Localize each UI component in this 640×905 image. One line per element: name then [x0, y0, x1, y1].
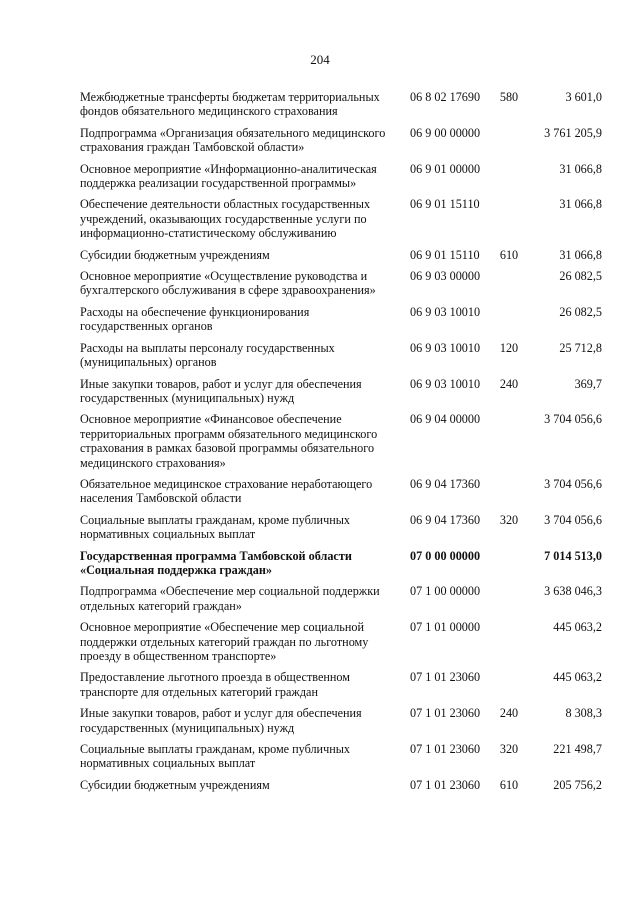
- row-amount: 3 704 056,6: [544, 412, 602, 427]
- row-name: Обязательное медицинское страхование неработающего населения Тамбовской области: [80, 476, 373, 506]
- row-amount: 445 063,2: [553, 670, 602, 685]
- table-row: [0, 269, 640, 298]
- row-name: Основное мероприятие «Информационно-аналитическая поддержка реализации государственной программы»: [80, 161, 377, 191]
- row-name: Основное мероприятие «Обеспечение мер социальной поддержки отдельных категорий граждан по льготному проезду в общественном транспорте»: [80, 620, 369, 663]
- row-code: 06 9 03 10010: [410, 304, 481, 319]
- row-amount: 3 601,0: [565, 90, 602, 104]
- row-name: Иные закупки товаров, работ и услуг для обеспечения государственных (муниципальных) нужд: [80, 376, 362, 405]
- row-amount: 3 638 046,3: [544, 584, 602, 599]
- row-code: 07 1 01 00000: [410, 620, 481, 635]
- row-amount: 445 063,2: [553, 620, 602, 635]
- row-expense-type: 120: [499, 340, 519, 355]
- row-code: 06 8 02 17690: [410, 90, 481, 104]
- row-name: Основное мероприятие «Финансовое обеспечение территориальных программ обязательного медицинского страхования в рамках базовой программы обязательного медицинского страхования»: [80, 412, 378, 470]
- row-code: 07 1 01 23060: [410, 777, 481, 792]
- row-code: 06 9 03 10010: [410, 376, 481, 391]
- table-row: [0, 778, 640, 792]
- row-amount: 3 761 205,9: [544, 125, 602, 140]
- row-code: 06 9 01 15110: [410, 247, 480, 262]
- row-amount: 7 014 513,0: [544, 548, 602, 563]
- row-name: Подпрограмма «Обеспечение мер социальной поддержки отдельных категорий граждан»: [80, 584, 380, 613]
- page-number: 204: [310, 52, 330, 67]
- row-code: 06 9 03 00000: [410, 269, 481, 284]
- table-row: [0, 620, 640, 663]
- table-row: [0, 549, 640, 578]
- row-amount: 3 704 056,6: [544, 512, 602, 527]
- row-expense-type: 580: [499, 90, 519, 104]
- row-amount: 221 498,7: [553, 742, 602, 757]
- row-code: 06 9 01 00000: [410, 161, 481, 176]
- table-row: [0, 126, 640, 155]
- table-row: [0, 584, 640, 613]
- table-row: [0, 412, 640, 470]
- table-row: [0, 305, 640, 334]
- row-code: 06 9 04 00000: [410, 412, 481, 427]
- row-name: Обеспечение деятельности областных государственных учреждений, оказывающих государственные услуги по информационно-статистическому обслуживанию: [80, 197, 371, 241]
- row-expense-type: 320: [499, 742, 519, 757]
- row-amount: 26 082,5: [559, 269, 602, 284]
- row-amount: 25 712,8: [559, 340, 602, 355]
- row-code: 07 1 01 23060: [410, 670, 481, 685]
- row-expense-type: 610: [499, 777, 519, 792]
- table-row: [0, 341, 640, 370]
- row-code: 07 1 00 00000: [410, 584, 481, 599]
- row-name: Субсидии бюджетным учреждениям: [80, 247, 270, 262]
- row-code: 06 9 04 17360: [410, 512, 481, 527]
- row-name: Социальные выплаты гражданам, кроме публичных нормативных социальных выплат: [80, 512, 350, 542]
- row-name: Социальные выплаты гражданам, кроме публичных нормативных социальных выплат: [80, 742, 350, 771]
- table-row: [0, 670, 640, 699]
- row-amount: 26 082,5: [559, 304, 602, 319]
- row-name: Государственная программа Тамбовской области «Социальная поддержка граждан»: [80, 548, 352, 577]
- row-name: Основное мероприятие «Осуществление руководства и бухгалтерского обслуживания в сфере здравоохранения»: [80, 269, 376, 298]
- row-amount: 205 756,2: [553, 777, 602, 792]
- table-row: [0, 706, 640, 735]
- row-code: 06 9 01 15110: [410, 197, 480, 212]
- row-amount: 31 066,8: [559, 247, 602, 262]
- row-code: 06 9 03 10010: [410, 340, 481, 355]
- row-name: Предоставление льготного проезда в общественном транспорте для отдельных категорий граждан: [80, 670, 350, 699]
- row-name: Межбюджетные трансферты бюджетам территориальных фондов обязательного медицинского страхования: [80, 90, 380, 119]
- row-expense-type: 610: [499, 247, 519, 262]
- table-row: [0, 197, 640, 240]
- row-expense-type: 320: [499, 512, 519, 527]
- table-row: [0, 90, 640, 119]
- row-name: Расходы на обеспечение функционирования государственных органов: [80, 304, 310, 334]
- row-name: Подпрограмма «Организация обязательного медицинского страхования граждан Тамбовской области»: [80, 125, 386, 155]
- row-name: Субсидии бюджетным учреждениям: [80, 777, 270, 792]
- table-row: [0, 513, 640, 542]
- row-code: 07 1 01 23060: [410, 742, 481, 757]
- table-row: [0, 162, 640, 191]
- row-code: 07 1 01 23060: [410, 706, 481, 721]
- table-row: [0, 377, 640, 406]
- row-code: 07 0 00 00000: [410, 548, 481, 563]
- row-expense-type: 240: [499, 376, 519, 391]
- row-amount: 31 066,8: [559, 197, 602, 212]
- row-expense-type: 240: [499, 706, 519, 721]
- row-name: Расходы на выплаты персоналу государственных (муниципальных) органов: [80, 340, 335, 370]
- budget-table: [0, 90, 640, 799]
- row-amount: 8 308,3: [565, 706, 602, 721]
- row-code: 06 9 00 00000: [410, 125, 481, 140]
- row-amount: 369,7: [574, 376, 602, 391]
- row-code: 06 9 04 17360: [410, 476, 481, 491]
- table-row: [0, 742, 640, 771]
- table-row: [0, 477, 640, 506]
- row-amount: 3 704 056,6: [544, 476, 602, 491]
- row-amount: 31 066,8: [559, 161, 602, 176]
- row-name: Иные закупки товаров, работ и услуг для обеспечения государственных (муниципальных) нужд: [80, 706, 362, 735]
- table-row: [0, 248, 640, 262]
